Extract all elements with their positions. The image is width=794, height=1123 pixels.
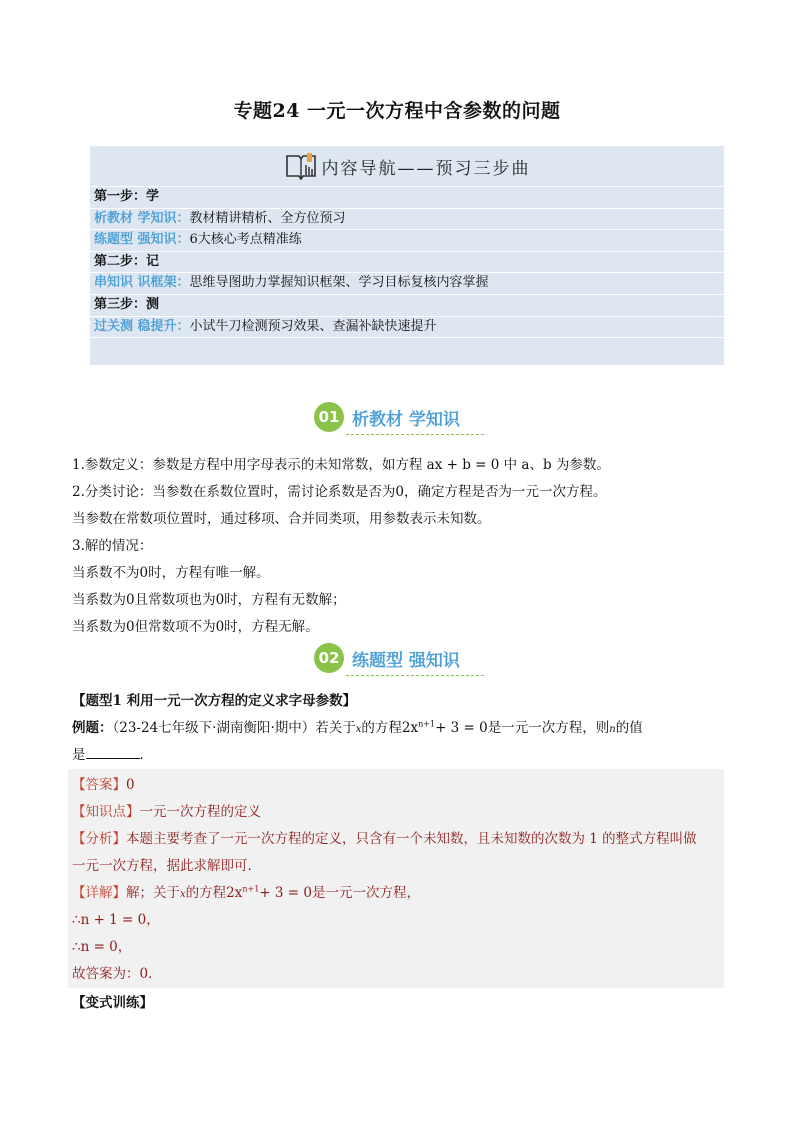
nav-row — [90, 252, 724, 274]
nav-row — [90, 317, 724, 339]
example-line-2: 是 ． — [72, 747, 153, 763]
solution-box — [68, 769, 724, 988]
knowledge-line: 2.分类讨论：当参数在系数位置时，需讨论系数是否为0，确定方程是否为一元一次方程。 — [72, 484, 607, 500]
section-heading-1 — [314, 402, 460, 432]
detail-line-1: 【详解】解；关于x的方程$2x^{n+1}+ 3 = 0$是一元一次方程， — [72, 884, 420, 901]
example-line-1: 例题：（23-24七年级下·湖南衡阳·期中）若关于x的方程$2x^{n+1}+ 3 = 0$是一元一次方程，则n的值 — [72, 719, 643, 736]
nav-tag: 过关测 稳提升： — [94, 318, 190, 334]
section-underline — [346, 675, 484, 676]
content-navigation-panel — [90, 146, 724, 365]
section-title: 练题型 强知识 — [352, 650, 460, 671]
nav-row — [90, 230, 724, 252]
section-number-badge: 02 — [314, 643, 344, 673]
nav-tag: 串知识 识框架： — [94, 275, 190, 291]
nav-row — [90, 273, 724, 295]
knowledge-point-line: 【知识点】一元一次方程的定义 — [72, 804, 261, 820]
knowledge-line: 当系数为0但常数项不为0时，方程无解。 — [72, 619, 319, 635]
knowledge-line: 1.参数定义：参数是方程中用字母表示的未知常数，如方程 ax + b = 0 中 a、b 为参数。 — [72, 457, 610, 473]
nav-text: 教材精讲精析、全方位预习 — [189, 210, 346, 226]
step-label: 第二步：记 — [94, 253, 160, 269]
nav-header — [90, 146, 724, 187]
page-title: 专题24 一元一次方程中含参数的问题 — [233, 100, 561, 122]
analysis-line-2: 一元一次方程，据此求解即可． — [72, 858, 261, 874]
answer-line: 【答案】0 — [72, 777, 135, 793]
nav-tag: 练题型 强知识： — [94, 232, 190, 248]
question-type-heading: 【题型1 利用一元一次方程的定义求字母参数】 — [72, 693, 357, 709]
answer-blank — [86, 746, 140, 759]
nav-header-text: 内容导航——预习三步曲 — [321, 158, 531, 179]
knowledge-line: 当参数在常数项位置时，通过移项、合并同类项，用参数表示未知数。 — [72, 511, 491, 527]
section-heading-2 — [314, 643, 460, 673]
analysis-line-1: 【分析】本题主要考查了一元一次方程的定义，只含有一个未知数，且未知数的次数为 1 的整式方程叫做 — [72, 831, 697, 847]
nav-text: 小试牛刀检测预习效果、查漏补缺快速提升 — [189, 318, 437, 334]
knowledge-line: 当系数为0且常数项也为0时，方程有无数解； — [72, 592, 346, 608]
nav-row — [90, 209, 724, 231]
nav-row — [90, 338, 724, 359]
section-title: 析教材 学知识 — [352, 409, 460, 430]
section-number-badge: 01 — [314, 402, 344, 432]
detail-line-4: 故答案为：0． — [72, 966, 162, 982]
knowledge-line: 3.解的情况： — [72, 538, 153, 554]
step-label: 第三步：测 — [94, 296, 160, 312]
knowledge-line: 当系数不为0时，方程有唯一解。 — [72, 565, 270, 581]
detail-line-3: ∴n = 0， — [72, 939, 132, 955]
section-underline — [346, 434, 484, 435]
variant-training-heading: 【变式训练】 — [72, 995, 153, 1011]
step-label: 第一步：学 — [94, 189, 160, 204]
nav-row — [90, 187, 724, 209]
nav-text: 6大核心考点精准练 — [189, 232, 302, 248]
detail-line-2: ∴n + 1 = 0， — [72, 912, 160, 928]
nav-text: 思维导图助力掌握知识框架、学习目标复核内容掌握 — [189, 275, 489, 291]
nav-row — [90, 295, 724, 317]
nav-tag: 析教材 学知识： — [94, 210, 190, 226]
book-hand-icon — [284, 151, 318, 181]
